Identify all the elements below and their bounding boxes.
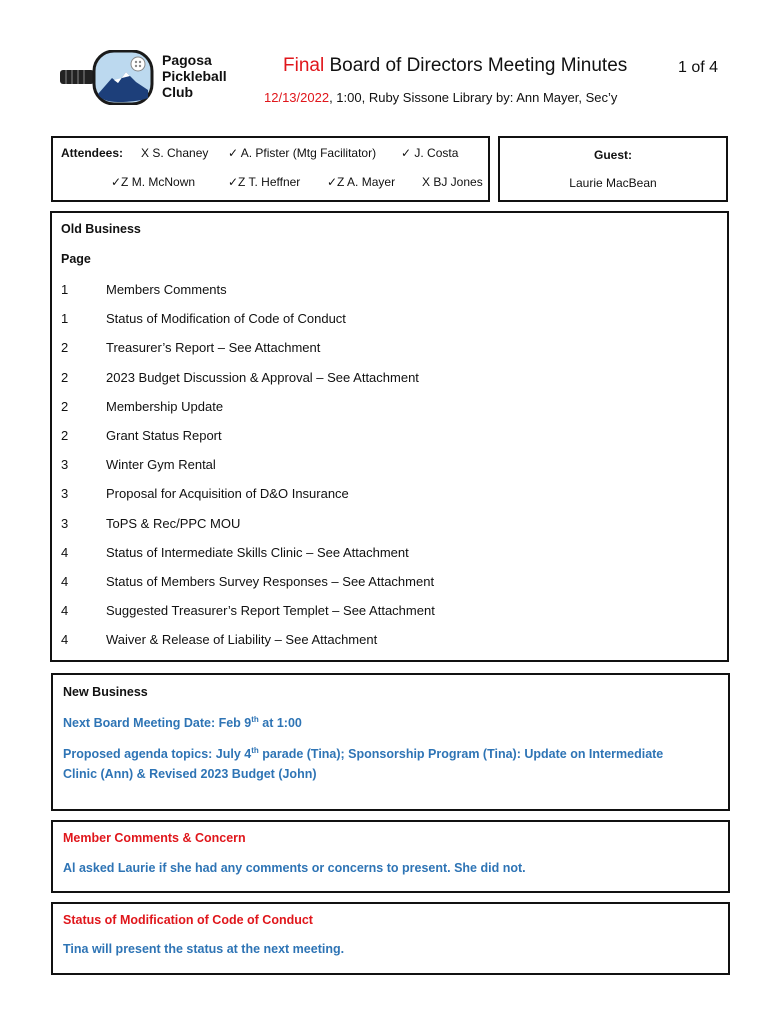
- item-text: Members Comments: [106, 282, 227, 297]
- attendees-box: [51, 136, 490, 202]
- attendee: ✓Z T. Heffner: [228, 175, 301, 189]
- item-page: 1: [61, 311, 69, 327]
- meeting-info: [264, 90, 617, 105]
- member-comments-box: [51, 820, 730, 893]
- attendee: ✓ A. Pfister (Mtg Facilitator): [228, 146, 377, 160]
- logo-line: Pagosa: [162, 52, 212, 68]
- code-status-title: Status of Modification of Code of Conduct: [63, 913, 313, 927]
- list-item: [52, 457, 727, 475]
- code-status-text: Tina will present the status at the next meeting.: [63, 942, 345, 956]
- member-comments-text: Al asked Laurie if she had any comments or concerns to present. She did not.: [63, 861, 526, 875]
- title-rest: Board of Directors Meeting Minutes: [324, 55, 628, 76]
- item-page: 3: [61, 486, 69, 502]
- item-text: Status of Modification of Code of Conduct: [106, 311, 346, 327]
- guest-box: [498, 136, 728, 202]
- list-item: [52, 516, 727, 534]
- list-item: [52, 282, 727, 300]
- attendee: X BJ Jones: [422, 175, 483, 189]
- item-text: Status of Intermediate Skills Clinic – See Attachment: [106, 544, 409, 560]
- item-page: 2: [61, 369, 69, 385]
- logo-line: Club: [162, 84, 194, 100]
- attendee: X S. Chaney: [141, 146, 209, 160]
- list-item: [52, 370, 727, 388]
- item-page: 1: [61, 282, 69, 297]
- list-item: [52, 428, 727, 446]
- item-page: 2: [61, 428, 69, 443]
- item-text: Membership Update: [106, 398, 224, 414]
- new-business-box: [51, 673, 730, 811]
- list-item: [52, 545, 727, 563]
- guest-title: Guest:: [593, 148, 632, 162]
- item-page: 2: [61, 340, 69, 356]
- item-page: 4: [61, 544, 69, 560]
- agenda-text-rest: parade (Tina); Sponsorship Program (Tina): Update on Intermediate: [258, 747, 664, 762]
- old-business-title: Old Business: [61, 222, 141, 236]
- item-text: Treasurer’s Report – See Attachment: [106, 340, 321, 356]
- list-item: [52, 574, 727, 592]
- list-item: [52, 632, 727, 650]
- next-meeting-sup: th: [251, 715, 259, 724]
- attendee: ✓Z M. McNown: [111, 175, 196, 189]
- list-item: [52, 486, 727, 504]
- item-text: Waiver & Release of Liability – See Attachment: [106, 632, 378, 648]
- item-text: ToPS & Rec/PPC MOU: [106, 515, 241, 531]
- item-text: Winter Gym Rental: [106, 457, 216, 473]
- page-title: [283, 55, 627, 77]
- next-meeting-time: at 1:00: [258, 716, 302, 731]
- old-business-box: [50, 211, 729, 662]
- member-comments-title: Member Comments & Concern: [63, 831, 246, 845]
- agenda-topics-line-2: Clinic (Ann) & Revised 2023 Budget (John): [63, 767, 317, 781]
- logo-line: Pickleball: [162, 68, 227, 84]
- meeting-info-rest: , 1:00, Ruby Sissone Library by: Ann Mayer, Sec’y: [329, 90, 618, 105]
- agenda-sup: th: [251, 746, 259, 755]
- next-meeting-date: [63, 715, 302, 730]
- list-item: [52, 340, 727, 358]
- list-item: [52, 603, 727, 621]
- item-text: 2023 Budget Discussion & Approval – See Attachment: [106, 369, 419, 385]
- code-status-box: [51, 902, 730, 975]
- item-page: 3: [61, 457, 69, 473]
- item-page: 4: [61, 632, 69, 648]
- title-final: Final: [283, 55, 325, 76]
- new-business-title: New Business: [63, 685, 148, 699]
- item-text: Status of Members Survey Responses – See Attachment: [106, 574, 435, 589]
- item-page: 4: [61, 574, 69, 589]
- list-item: [52, 399, 727, 417]
- list-item: [52, 311, 727, 329]
- guest-name: Laurie MacBean: [569, 176, 657, 190]
- item-page: 3: [61, 515, 69, 531]
- page-column-label: Page: [61, 252, 91, 266]
- item-text: Suggested Treasurer’s Report Templet – See Attachment: [106, 603, 435, 619]
- logo-text: [162, 52, 227, 100]
- item-text: Proposal for Acquisition of D&O Insurance: [106, 486, 349, 502]
- item-text: Grant Status Report: [106, 428, 222, 443]
- attendees-label: Attendees:: [61, 146, 124, 160]
- page-number: 1 of 4: [678, 59, 719, 76]
- item-page: 4: [61, 603, 69, 619]
- item-page: 2: [61, 398, 69, 414]
- agenda-topics: [63, 746, 663, 761]
- next-meeting-text: Next Board Meeting Date: Feb 9: [63, 716, 252, 731]
- attendee: ✓ J. Costa: [401, 146, 459, 160]
- attendee: ✓Z A. Mayer: [327, 175, 396, 189]
- meeting-date: 12/13/2022: [264, 90, 330, 105]
- agenda-text: Proposed agenda topics: July 4: [63, 747, 252, 762]
